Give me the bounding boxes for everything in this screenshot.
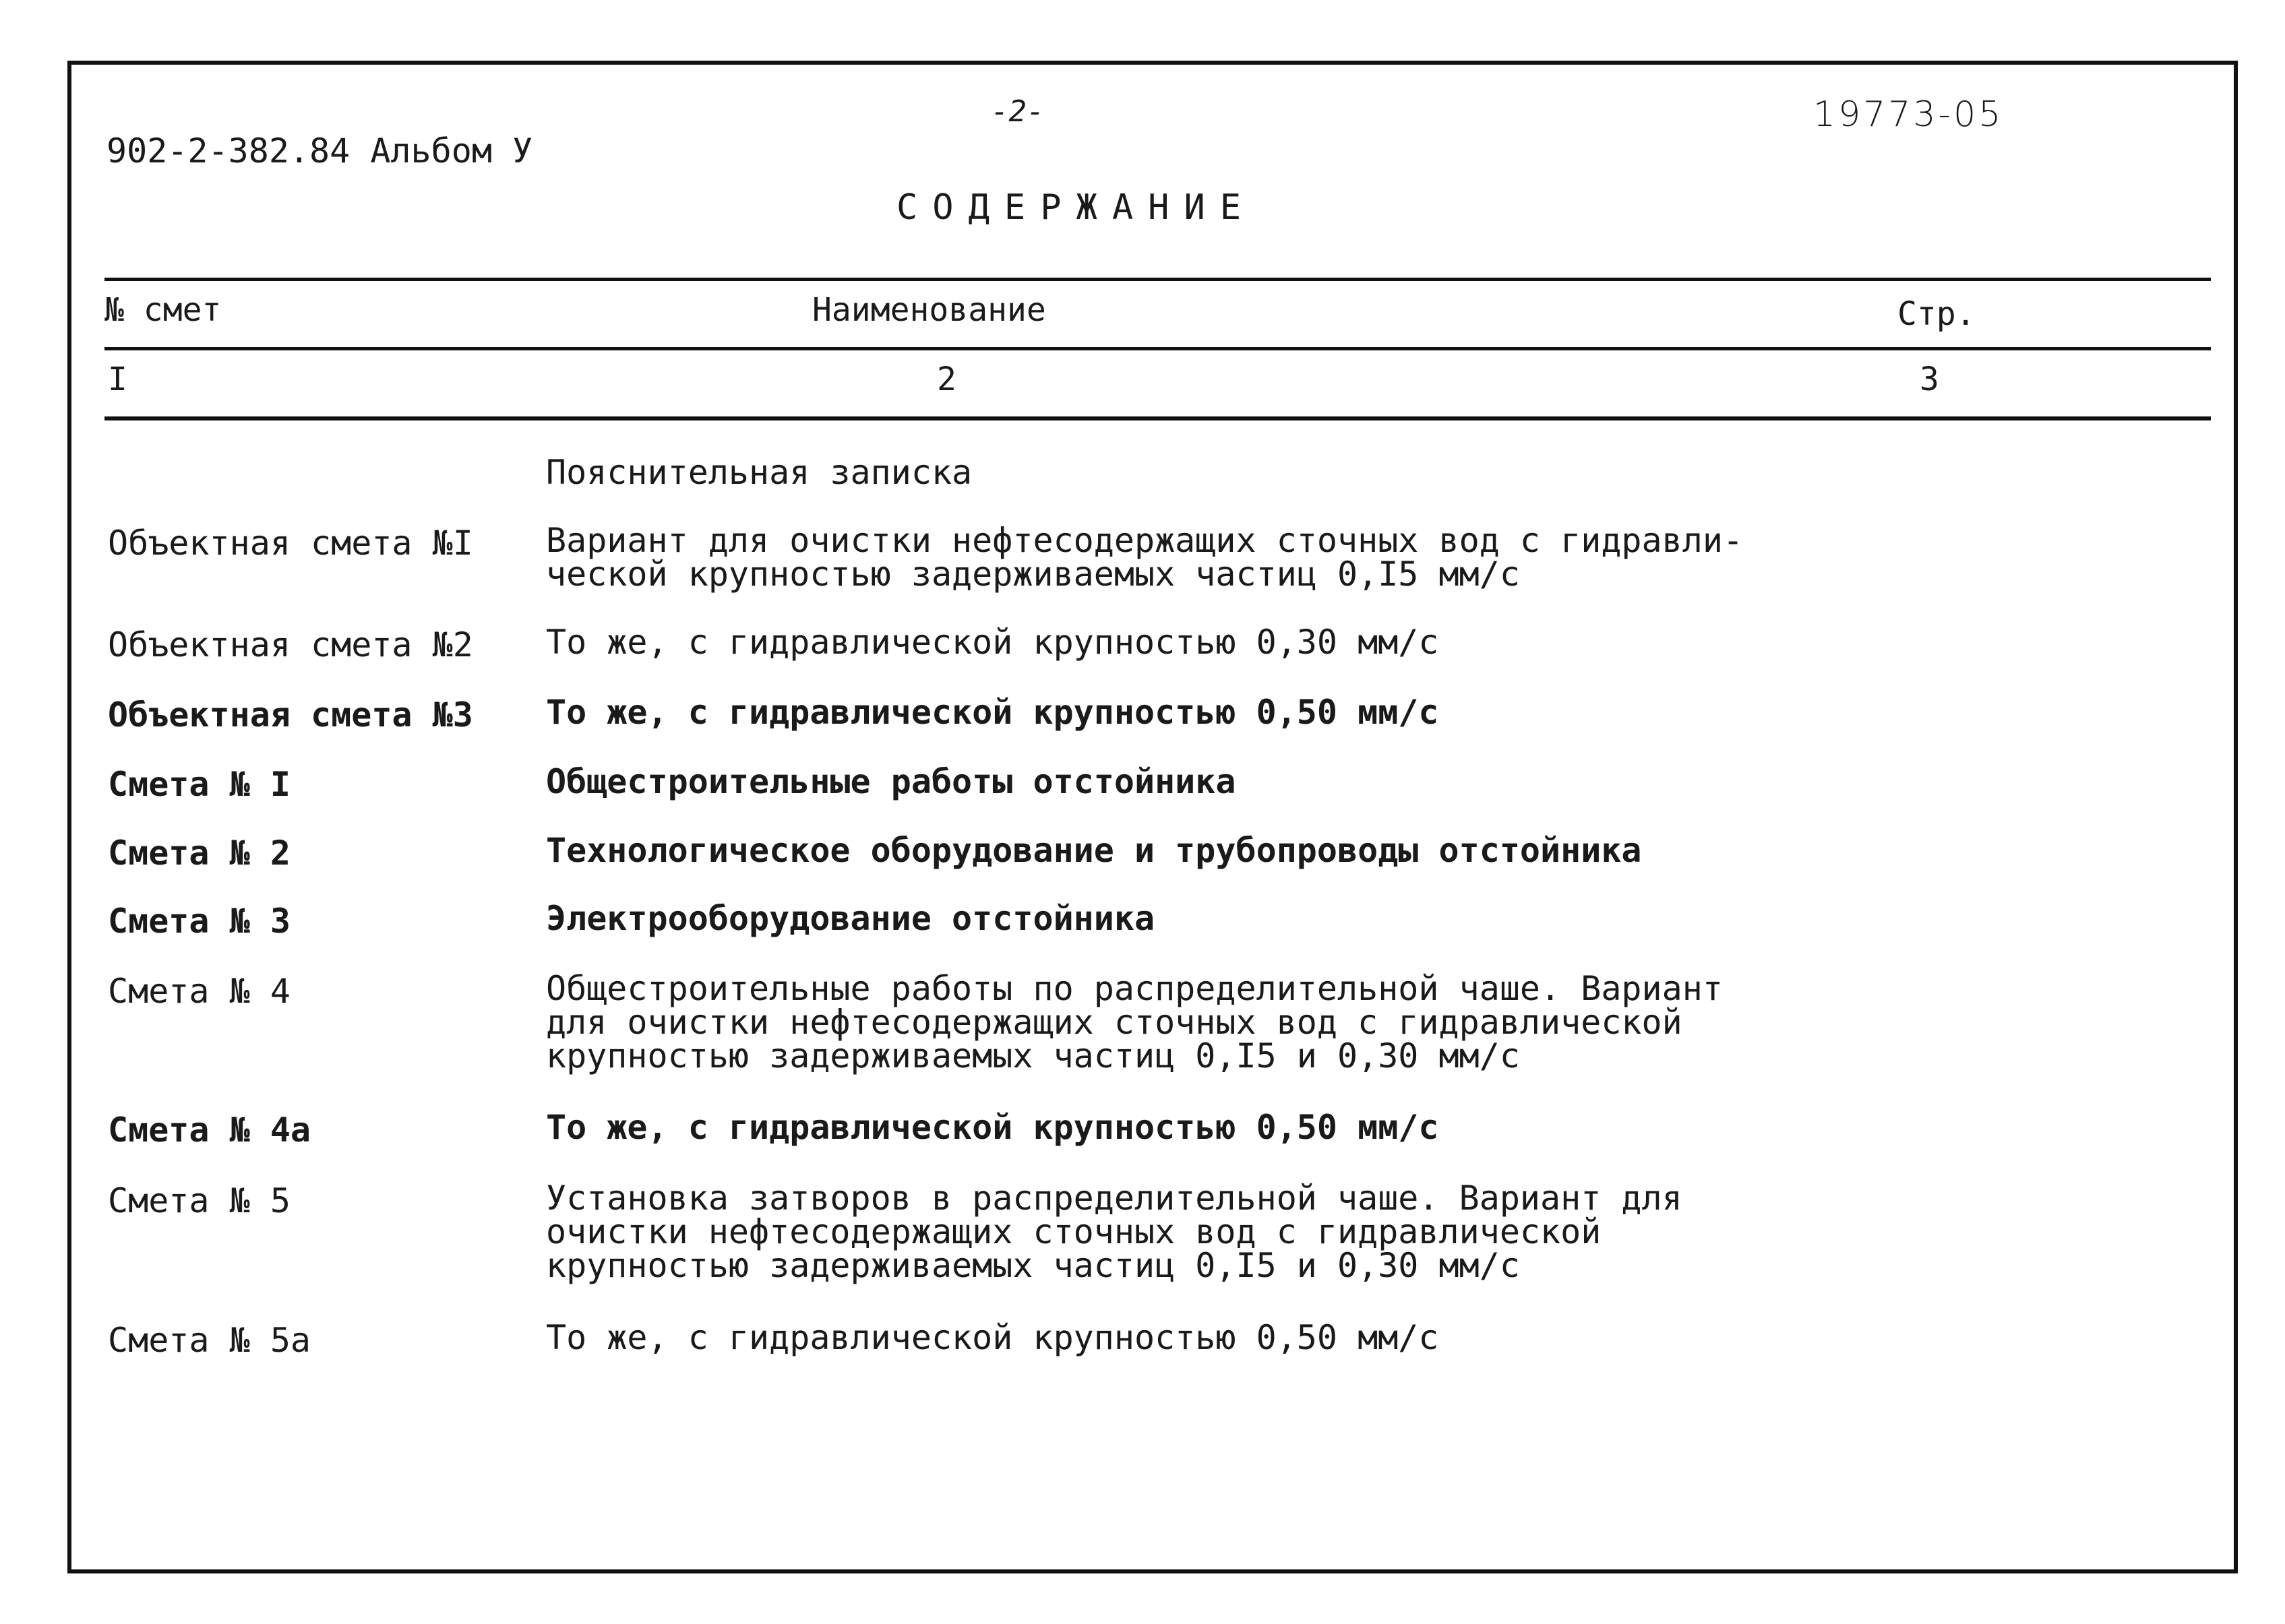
table-cell-line: Общестроительные работы по распределительной чаше. Вариант bbox=[546, 969, 1723, 1008]
table-cell-line: То же, с гидравлической крупностью 0,50 мм/с bbox=[546, 1318, 1439, 1357]
table-cell-line: То же, с гидравлической крупностью 0,30 мм/с bbox=[546, 623, 1439, 662]
document-code: 902-2-382.84 Альбом У bbox=[106, 131, 533, 170]
table-row-estimate: Смета № 4 bbox=[108, 972, 291, 1011]
table-row-estimate: Смета № 4а bbox=[108, 1111, 311, 1150]
column-header-estimate: № смет bbox=[104, 291, 222, 329]
table-row-estimate: Смета № 5а bbox=[108, 1321, 311, 1360]
page-number: -2- bbox=[991, 94, 1045, 129]
table-cell-line: крупностью задерживаемых частиц 0,I5 и 0,30 мм/с bbox=[546, 1036, 1520, 1075]
table-row-name bbox=[546, 623, 1439, 662]
column-number-1: I bbox=[108, 361, 127, 398]
table-row-name bbox=[546, 693, 1439, 732]
table-cell-line: Вариант для очистки нефтесодержащих сточных вод с гидравли- bbox=[546, 521, 1744, 560]
table-row-name bbox=[546, 1318, 1439, 1357]
table-row-name bbox=[546, 1108, 1439, 1147]
page-title: СОДЕРЖАНИЕ bbox=[896, 187, 1256, 228]
table-row-estimate: Объектная смета №2 bbox=[108, 625, 473, 664]
table-row-estimate: Смета № 2 bbox=[108, 834, 291, 873]
table-row-estimate: Смета № I bbox=[108, 765, 291, 804]
column-header-page: Стр. bbox=[1897, 295, 1976, 333]
table-row-name bbox=[546, 453, 973, 492]
table-cell-line: крупностью задерживаемых частиц 0,I5 и 0,30 мм/с bbox=[546, 1246, 1520, 1285]
table-cell-line: Технологическое оборудование и трубопроводы отстойника bbox=[546, 831, 1642, 870]
table-top-rule bbox=[104, 278, 2211, 281]
table-row-name bbox=[546, 762, 1236, 801]
table-cell-line: Электрооборудование отстойника bbox=[546, 899, 1155, 938]
table-row-name bbox=[546, 831, 1642, 870]
table-row-estimate: Смета № 5 bbox=[108, 1181, 291, 1220]
table-cell-line: То же, с гидравлической крупностью 0,50 мм/с bbox=[546, 1108, 1439, 1147]
table-row-estimate: Объектная смета №3 bbox=[108, 695, 473, 735]
table-row-name bbox=[546, 521, 1744, 594]
table-row-name bbox=[546, 899, 1155, 938]
table-header-rule bbox=[104, 347, 2211, 350]
inventory-number: 19773-05 bbox=[1813, 94, 2004, 135]
column-number-3: 3 bbox=[1920, 361, 1939, 398]
table-cell-line: очистки нефтесодержащих сточных вод с гидравлической bbox=[546, 1212, 1602, 1251]
table-numbers-rule bbox=[104, 416, 2211, 420]
table-cell-line: Пояснительная записка bbox=[546, 453, 973, 492]
column-number-2: 2 bbox=[937, 361, 956, 398]
table-cell-line: ческой крупностью задерживаемых частиц 0,I5 мм/с bbox=[546, 555, 1520, 594]
column-header-name: Наименование bbox=[812, 291, 1046, 329]
table-cell-line: Установка затворов в распределительной чаше. Вариант для bbox=[546, 1179, 1682, 1218]
table-row-name bbox=[546, 1179, 1682, 1285]
table-row-estimate: Объектная смета №I bbox=[108, 524, 473, 563]
table-cell-line: для очистки нефтесодержащих сточных вод с гидравлической bbox=[546, 1003, 1682, 1042]
table-cell-line: То же, с гидравлической крупностью 0,50 мм/с bbox=[546, 693, 1439, 732]
table-row-name bbox=[546, 969, 1723, 1075]
table-row-estimate: Смета № 3 bbox=[108, 902, 291, 941]
table-cell-line: Общестроительные работы отстойника bbox=[546, 762, 1236, 801]
